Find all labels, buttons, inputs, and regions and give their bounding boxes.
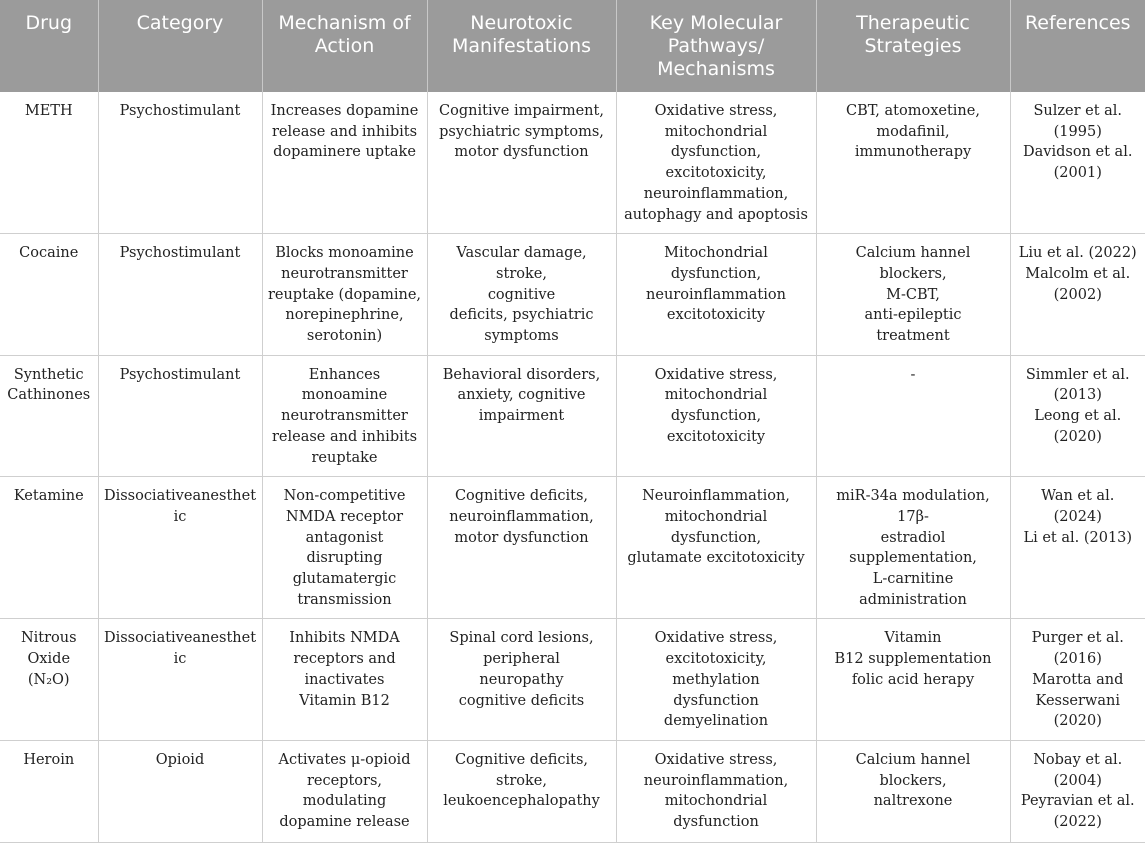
- header-therapy: Therapeutic Strategies: [816, 0, 1010, 92]
- cell-pathways: Oxidative stress, excitotoxicity, methylation dysfunction demyelination: [616, 619, 816, 741]
- cell-references: Nobay et al. (2004) Peyravian et al. (2022): [1010, 740, 1145, 842]
- cell-pathways: Oxidative stress, neuroinflammation, mitochondrial dysfunction: [616, 740, 816, 842]
- cell-therapy: Calcium hannel blockers, M-CBT, anti-epileptic treatment: [816, 234, 1010, 356]
- header-pathways: Key Molecular Pathways/ Mechanisms: [616, 0, 816, 92]
- cell-pathways: Oxidative stress, mitochondrial dysfunction, excitotoxicity, neuroinflammation, autophagy and apoptosis: [616, 92, 816, 234]
- header-manifestations: Neurotoxic Manifestations: [427, 0, 616, 92]
- table-row: [0, 619, 1145, 741]
- cell-references: Wan et al. (2024) Li et al. (2013): [1010, 477, 1145, 619]
- cell-therapy: Calcium hannel blockers, naltrexone: [816, 740, 1010, 842]
- cell-references: Simmler et al. (2013) Leong et al. (2020): [1010, 355, 1145, 477]
- cell-manifestations: Cognitive deficits, stroke, leukoencephalopathy: [427, 740, 616, 842]
- cell-mechanism: Enhances monoamine neurotransmitter release and inhibits reuptake: [262, 355, 427, 477]
- cell-category: Dissociativeanesthetic: [98, 477, 262, 619]
- table-body: [0, 92, 1145, 842]
- cell-references: Purger et al. (2016) Marotta and Kesserwani (2020): [1010, 619, 1145, 741]
- table-row: [0, 477, 1145, 619]
- table-row: [0, 355, 1145, 477]
- cell-drug: Synthetic Cathinones: [0, 355, 98, 477]
- cell-pathways: Oxidative stress, mitochondrial dysfunction, excitotoxicity: [616, 355, 816, 477]
- header-drug: Drug: [0, 0, 98, 92]
- cell-category: Psychostimulant: [98, 355, 262, 477]
- cell-pathways: Neuroinflammation, mitochondrial dysfunction, glutamate excitotoxicity: [616, 477, 816, 619]
- cell-references: Liu et al. (2022) Malcolm et al. (2002): [1010, 234, 1145, 356]
- cell-pathways: Mitochondrial dysfunction, neuroinflammation excitotoxicity: [616, 234, 816, 356]
- header-mechanism: Mechanism of Action: [262, 0, 427, 92]
- cell-therapy: CBT, atomoxetine, modafinil, immunotherapy: [816, 92, 1010, 234]
- cell-manifestations: Behavioral disorders, anxiety, cognitive impairment: [427, 355, 616, 477]
- header-row: [0, 0, 1145, 92]
- cell-category: Dissociativeanesthetic: [98, 619, 262, 741]
- cell-drug: Nitrous Oxide (N₂O): [0, 619, 98, 741]
- cell-mechanism: Blocks monoamine neurotransmitter reuptake (dopamine, norepinephrine, serotonin): [262, 234, 427, 356]
- cell-drug: METH: [0, 92, 98, 234]
- table-row: [0, 740, 1145, 842]
- cell-mechanism: Activates μ-opioid receptors, modulating dopamine release: [262, 740, 427, 842]
- cell-mechanism: Non-competitive NMDA receptor antagonist disrupting glutamatergic transmission: [262, 477, 427, 619]
- cell-therapy: Vitamin B12 supplementation folic acid herapy: [816, 619, 1010, 741]
- table-header: [0, 0, 1145, 92]
- table-row: [0, 234, 1145, 356]
- table-row: [0, 92, 1145, 234]
- cell-category: Psychostimulant: [98, 234, 262, 356]
- cell-drug: Ketamine: [0, 477, 98, 619]
- cell-category: Opioid: [98, 740, 262, 842]
- cell-drug: Heroin: [0, 740, 98, 842]
- cell-category: Psychostimulant: [98, 92, 262, 234]
- header-references: References: [1010, 0, 1145, 92]
- cell-manifestations: Cognitive impairment, psychiatric symptoms, motor dysfunction: [427, 92, 616, 234]
- cell-therapy: -: [816, 355, 1010, 477]
- cell-mechanism: Increases dopamine release and inhibits dopaminere uptake: [262, 92, 427, 234]
- cell-manifestations: Spinal cord lesions, peripheral neuropathy cognitive deficits: [427, 619, 616, 741]
- cell-drug: Cocaine: [0, 234, 98, 356]
- cell-therapy: miR-34a modulation, 17β- estradiol supplementation, L-carnitine administration: [816, 477, 1010, 619]
- header-category: Category: [98, 0, 262, 92]
- cell-manifestations: Vascular damage, stroke, cognitive deficits, psychiatric symptoms: [427, 234, 616, 356]
- cell-manifestations: Cognitive deficits, neuroinflammation, motor dysfunction: [427, 477, 616, 619]
- cell-references: Sulzer et al. (1995) Davidson et al. (2001): [1010, 92, 1145, 234]
- cell-mechanism: Inhibits NMDA receptors and inactivates Vitamin B12: [262, 619, 427, 741]
